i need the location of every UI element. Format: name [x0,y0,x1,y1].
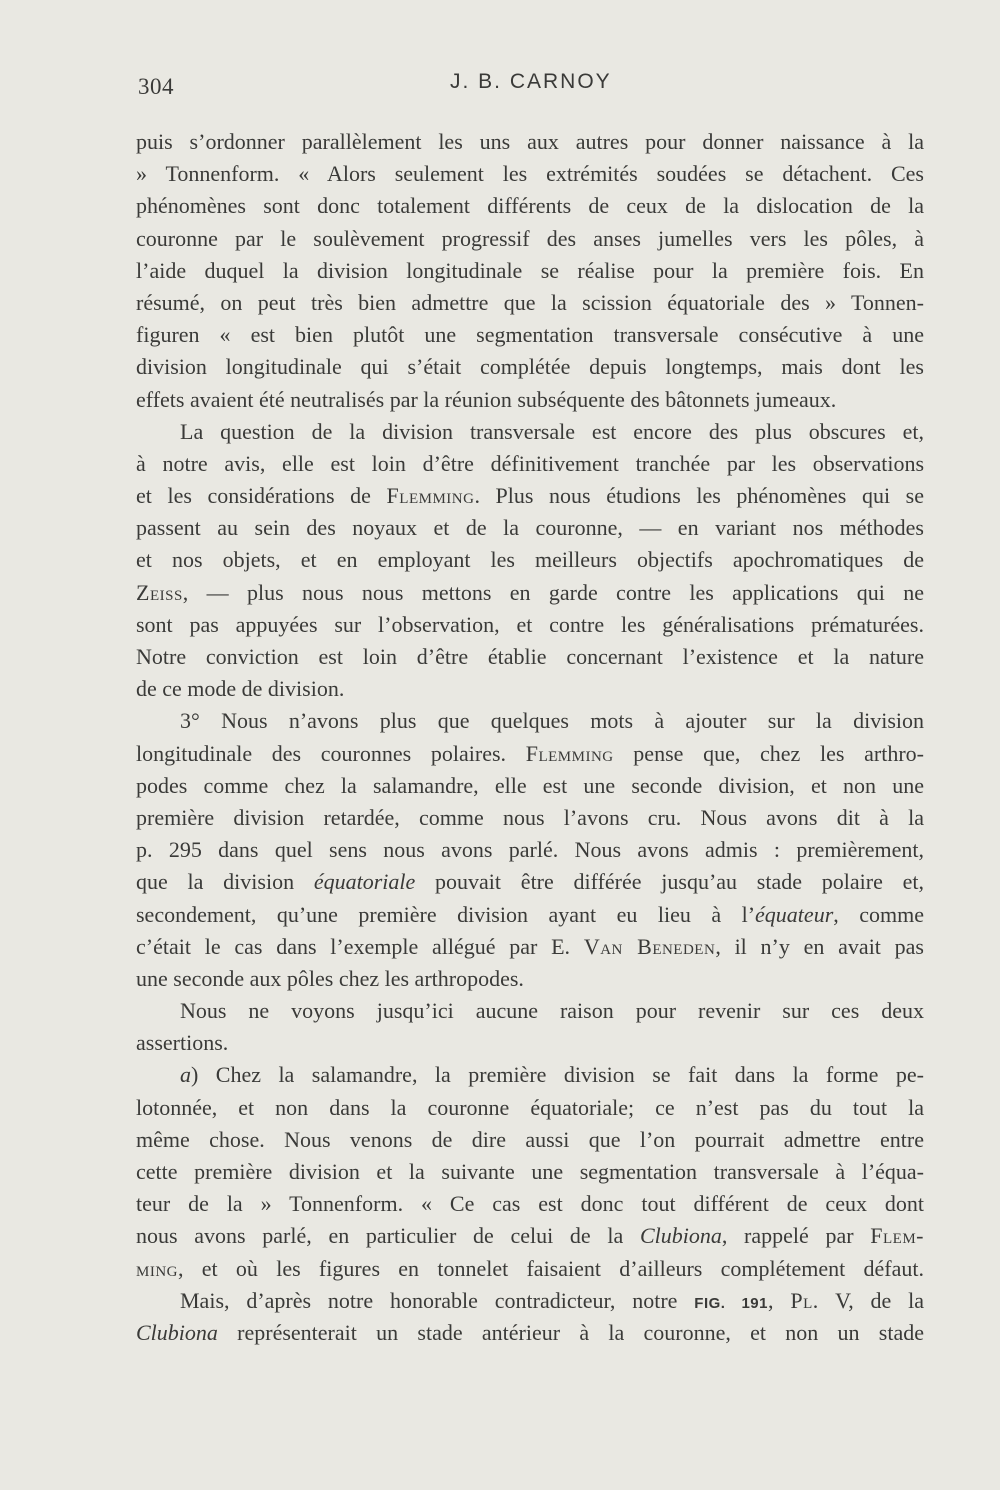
text-segment: La question de la division transversale est encore des plus obscures et, [180,418,924,444]
text-line [136,1059,924,1091]
text-segment: et les considérations de [136,483,387,509]
text-line [136,1220,924,1252]
text-line [136,802,924,834]
text-segment: , — plus nous nous mettons en garde contre les applications qui ne [182,579,924,605]
text-segment: assertions. [136,1030,229,1056]
small-caps-name: Flem- [870,1223,924,1249]
italic-term: Clubiona [136,1319,218,1345]
text-segment: une seconde aux pôles chez les arthropodes. [136,965,524,991]
text-segment: sont pas appuyées sur l’observation, et contre les généralisations prématurées. [136,611,924,637]
text-segment: division longitudinale qui s’était complétée depuis longtemps, mais dont les [136,354,924,380]
text-line [136,255,924,287]
body-text [136,126,924,1349]
italic-term: équatoriale [313,869,416,895]
text-line [136,673,924,705]
italic-term: a [180,1062,191,1088]
text-segment: passent au sein des noyaux et de la couronne, — en variant nos méthodes [136,515,924,541]
text-segment: l’aide duquel la division longitudinale se réalise pour la première fois. En [136,257,924,283]
text-segment: effets avaient été neutralisés par la réunion subséquente des bâtonnets jumeaux. [136,386,837,412]
text-line [136,641,924,673]
text-segment: pense que, chez les arthro- [613,740,924,766]
text-segment: lotonnée, et non dans la couronne équatoriale; ce n’est pas du tout la [136,1094,924,1120]
text-segment: figuren « est bien plutôt une segmentation transversale consécutive à une [136,322,924,348]
text-segment: , [767,1287,791,1313]
italic-term: Clubiona [639,1223,722,1249]
text-line [136,1188,924,1220]
text-line [136,448,924,480]
small-caps-name: Flemming [525,740,614,766]
text-line [136,866,924,898]
running-head: J. B. CARNOY [450,70,612,93]
text-line [136,480,924,512]
small-caps-name: Van Beneden [583,933,716,959]
text-segment: V, de la [818,1287,925,1313]
figure-reference: FIG. 191 [694,1294,768,1312]
text-line [136,1317,924,1349]
text-segment: représenterait un stade antérieur à la couronne, et non un stade [217,1319,924,1345]
text-line [136,512,924,544]
text-segment: couronne par le soulèvement progressif des anses jumelles vers les pôles, à [136,225,924,251]
small-caps-name: ming [136,1255,178,1281]
text-segment: de ce mode de division. [136,676,345,702]
text-segment: , rappelé par [721,1223,871,1249]
text-segment: Notre conviction est loin d’être établie concernant l’existence et la nature [136,644,924,669]
text-line [136,1092,924,1124]
text-line [136,384,924,416]
text-line [136,287,924,319]
text-line [136,223,924,255]
text-segment: même chose. Nous venons de dire aussi que l’on pourrait admettre entre [136,1126,924,1152]
text-line [136,1124,924,1156]
text-line [136,738,924,770]
text-segment: phénomènes sont donc totalement différents de ceux de la dislocation de la [136,193,924,219]
text-line [136,1285,924,1317]
text-line [136,705,924,737]
text-segment: c’était le cas dans l’exemple allégué par E. [136,933,584,959]
text-segment: à notre avis, elle est loin d’être définitivement tranchée par les observations [136,450,924,476]
text-line [136,351,924,383]
text-segment: pouvait être différée jusqu’au stade polaire et, [415,869,924,895]
text-segment: p. 295 dans quel sens nous avons parlé. Nous avons admis : premièrement, [136,837,924,863]
text-line [136,1253,924,1285]
text-segment: résumé, on peut très bien admettre que la scission équatoriale des » Tonnen- [136,289,924,315]
text-line [136,995,924,1027]
text-segment: longitudinale des couronnes polaires. [136,740,526,766]
text-segment: puis s’ordonner parallèlement les uns aux autres pour donner naissance à la [136,129,924,154]
text-line [136,544,924,576]
text-line [136,190,924,222]
text-line [136,319,924,351]
small-caps-name: Zeiss [136,579,183,605]
text-segment: et nos objets, et en employant les meilleurs objectifs apochromatiques de [136,547,924,573]
page-number: 304 [138,74,174,99]
text-segment: 3° Nous n’avons plus que quelques mots à ajouter sur la division [180,708,924,734]
text-segment: » Tonnenform. « Alors seulement les extrémités soudées se détachent. Ces [136,161,924,187]
text-line [136,931,924,963]
text-line [136,899,924,931]
text-line [136,1156,924,1188]
text-segment: , il n’y en avait pas [715,933,924,959]
text-line [136,158,924,190]
text-segment: Mais, d’après notre honorable contradicteur, notre [180,1287,695,1313]
text-segment: . Plus nous étudions les phénomènes qui se [474,483,924,509]
text-line [136,577,924,609]
text-segment: secondement, qu’une première division ayant eu lieu à l’ [136,901,756,927]
text-line [136,126,924,158]
text-line [136,1027,924,1059]
text-segment: teur de la » Tonnenform. « Ce cas est donc tout différent de ceux dont [136,1191,924,1217]
text-segment: cette première division et la suivante une segmentation transversale à l’équa- [136,1159,924,1184]
text-segment: ) Chez la salamandre, la première division se fait dans la forme pe- [191,1062,924,1088]
page-header [138,68,928,108]
text-line [136,416,924,448]
text-segment: podes comme chez la salamandre, elle est une seconde division, et non une [136,772,924,798]
text-segment: , et où les figures en tonnelet faisaient d’ailleurs complétement défaut. [178,1255,924,1281]
text-segment: que la division [136,869,314,895]
text-segment: nous avons parlé, en particulier de celui de la [136,1223,640,1249]
text-line [136,770,924,802]
text-line [136,609,924,641]
small-caps-name: Flemming [386,483,475,509]
small-caps-name: Pl. [790,1287,819,1313]
text-segment: Nous ne voyons jusqu’ici aucune raison pour revenir sur ces deux [180,998,924,1024]
text-segment: , comme [833,901,924,927]
text-line [136,963,924,995]
text-segment: première division retardée, comme nous l’avons cru. Nous avons dit à la [136,804,924,830]
text-line [136,834,924,866]
italic-term: équateur [755,901,834,927]
